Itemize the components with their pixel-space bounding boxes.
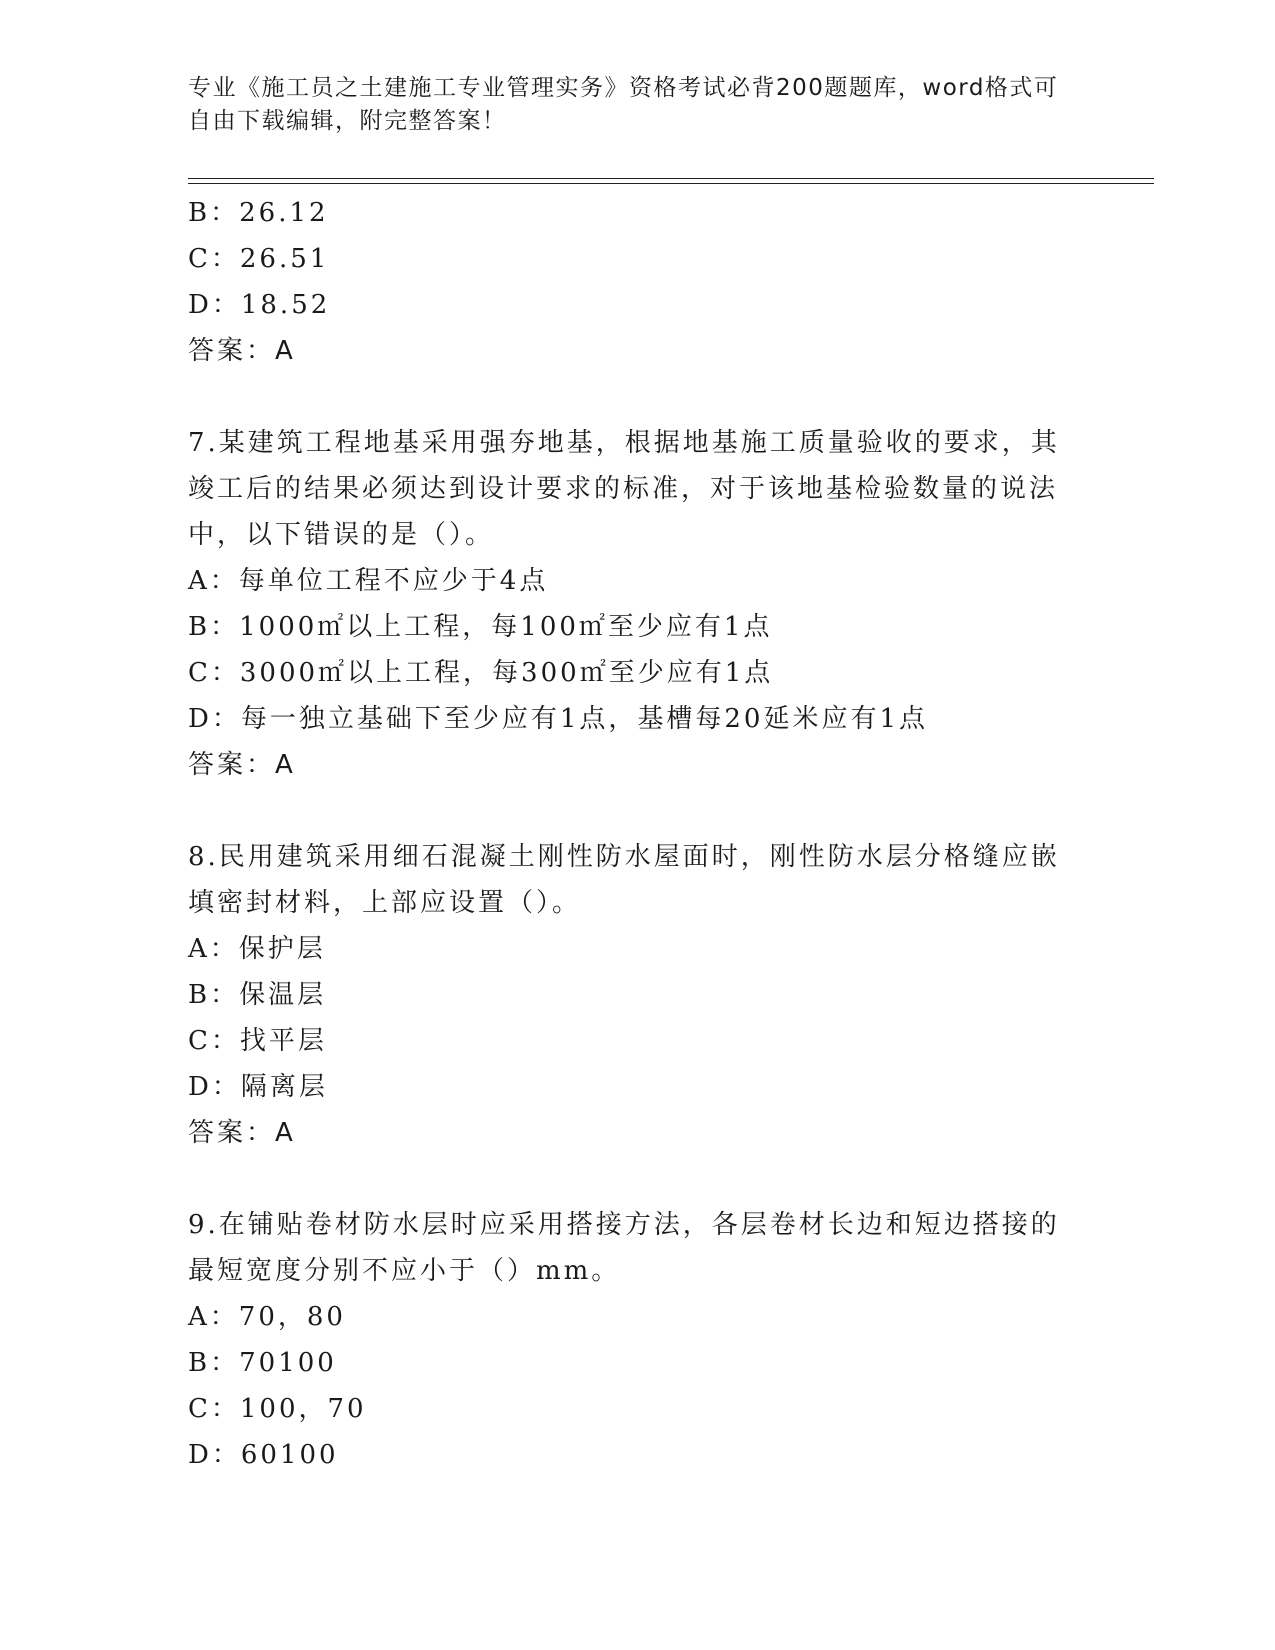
option-a: A：保护层	[188, 934, 326, 964]
option-d: D：每一独立基础下至少应有1点，基槽每20延米应有1点	[188, 704, 929, 734]
question-text-line: 竣工后的结果必须达到设计要求的标准，对于该地基检验数量的说法	[188, 474, 1059, 504]
option-d: D：60100	[188, 1440, 339, 1470]
option-a: A：每单位工程不应少于4点	[188, 566, 549, 596]
question-list	[188, 190, 1068, 1478]
header-line-1: 专业《施工员之土建施工专业管理实务》资格考试必背200题题库，word格式可	[188, 75, 1059, 101]
answer-label: 答案：A	[188, 1118, 296, 1148]
option-a: A：70，80	[188, 1302, 346, 1332]
option-c: C：26.51	[188, 244, 330, 274]
question-text-line: 9.在铺贴卷材防水层时应采用搭接方法，各层卷材长边和短边搭接的	[188, 1210, 1060, 1240]
question-9	[188, 1202, 1068, 1478]
option-b: B：1000㎡以上工程，每100㎡至少应有1点	[188, 612, 773, 642]
question-text-line: 8.民用建筑采用细石混凝土刚性防水屋面时，刚性防水层分格缝应嵌	[188, 842, 1060, 872]
question-text-line: 最短宽度分别不应小于（）mm。	[188, 1256, 621, 1286]
question-text-line: 中，以下错误的是（）。	[188, 520, 495, 550]
question-text-line: 填密封材料，上部应设置（）。	[188, 888, 582, 918]
header-divider-top	[188, 178, 1154, 179]
question-8	[188, 834, 1068, 1156]
option-c: C：3000㎡以上工程，每300㎡至少应有1点	[188, 658, 774, 688]
option-d: D：18.52	[188, 290, 331, 320]
option-b: B：70100	[188, 1348, 337, 1378]
question-text-line: 7.某建筑工程地基采用强夯地基，根据地基施工质量验收的要求，其	[188, 428, 1060, 458]
header-line-2: 自由下载编辑，附完整答案！	[188, 108, 507, 134]
option-b: B：26.12	[188, 198, 329, 228]
answer-label: 答案：A	[188, 336, 296, 366]
spacer	[188, 788, 1068, 834]
option-c: C：100，70	[188, 1394, 367, 1424]
option-b: B：保温层	[188, 980, 327, 1010]
header-divider-bottom	[188, 183, 1154, 184]
document-header	[188, 72, 1068, 138]
option-d: D：隔离层	[188, 1072, 328, 1102]
option-c: C：找平层	[188, 1026, 327, 1056]
question-prev	[188, 190, 1068, 374]
spacer	[188, 374, 1068, 420]
spacer	[188, 1156, 1068, 1202]
question-7	[188, 420, 1068, 788]
answer-label: 答案：A	[188, 750, 296, 780]
